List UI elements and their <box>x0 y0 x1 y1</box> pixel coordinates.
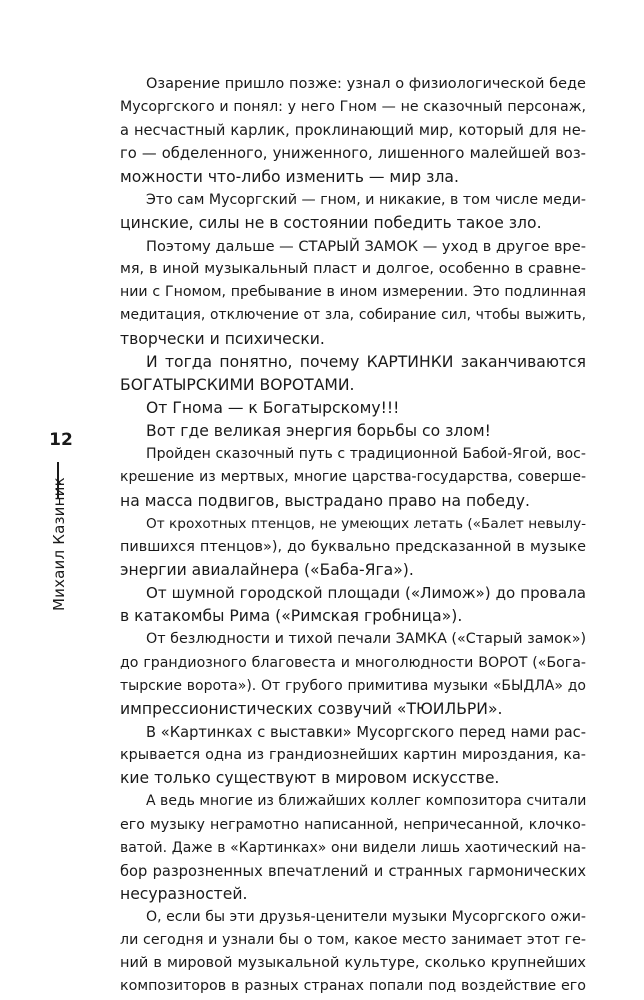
text-line: Пройден сказочный путь с традиционной Бабой-Ягой, вос- <box>146 446 586 463</box>
text-line: до грандиозного благовеста и многолюдности ВОРОТ («Бога- <box>120 654 586 671</box>
text-line: пившихся птенцов»), до буквально предсказанной в музыке <box>120 538 586 555</box>
text-line: ли сегодня и узнали бы о том, какое место занимает этот ге- <box>120 932 586 949</box>
text-line: От крохотных птенцов, не умеющих летать («Балет невылу- <box>146 515 587 532</box>
text-line: ватой. Даже в «Картинках» они видели лишь хаотический на- <box>120 839 586 856</box>
text-line: От Гнома — к Богатырскому!!! <box>146 398 400 417</box>
text-line: Поэтому дальше — СТАРЫЙ ЗАМОК — уход в другое вре- <box>146 237 586 255</box>
body-text <box>120 73 586 999</box>
text-line: крешение из мертвых, многие царства-государства, соверше- <box>120 469 586 486</box>
text-line: В «Картинках с выставки» Мусоргского перед нами рас- <box>146 723 586 741</box>
text-line: И тогда понятно, почему КАРТИНКИ заканчиваются <box>146 352 586 371</box>
text-line: энергии авиалайнера («Баба-Яга»). <box>120 560 414 579</box>
text-line: тырские ворота»). От грубого примитива музыки «БЫДЛА» до <box>120 677 586 694</box>
text-line: цинские, силы не в состоянии победить такое зло. <box>120 213 542 232</box>
text-line: крывается одна из грандиознейших картин мироздания, ка- <box>120 747 586 764</box>
text-line: нии с Гномом, пребывание в ином измерении. Это подлинная <box>120 284 586 301</box>
text-line: го — обделенного, униженного, лишенного малейшей воз- <box>120 145 586 163</box>
text-line: А ведь многие из ближайших коллег композитора считали <box>146 793 587 810</box>
text-line: медитация, отключение от зла, собирание сил, чтобы выжить, <box>120 307 586 324</box>
text-line: его музыку неграмотно написанной, непричесанной, клочко- <box>120 816 586 833</box>
text-line: О, если бы эти друзья-ценители музыки Мусоргского ожи- <box>146 909 586 926</box>
text-line: мя, в иной музыкальный пласт и долгое, особенно в сравне- <box>120 261 586 278</box>
text-line: импрессионистических созвучий «ТЮИЛЬРИ». <box>120 699 503 718</box>
text-line: Это сам Мусоргский — гном, и никакие, в том числе меди- <box>146 191 586 208</box>
text-line: От шумной городской площади («Лимож») до провала <box>146 584 586 603</box>
text-line: БОГАТЫРСКИМИ ВОРОТАМИ. <box>120 375 355 394</box>
text-line: творчески и психически. <box>120 329 325 348</box>
text-line: кие только существуют в мировом искусстве. <box>120 769 500 788</box>
text-line: ний в мировой музыкальной культуре, сколько крупнейших <box>120 955 586 972</box>
text-line: а несчастный карлик, проклинающий мир, который для не- <box>120 122 586 140</box>
text-line: Мусоргского и понял: у него Гном — не сказочный персонаж, <box>120 99 586 116</box>
text-line: От безлюдности и тихой печали ЗАМКА («Старый замок») <box>146 631 587 648</box>
text-line: Озарение пришло позже: узнал о физиологической беде <box>146 76 586 92</box>
author-running-head: Михаил Казиник <box>50 477 68 611</box>
text-line: бор разрозненных впечатлений и странных гармонических <box>120 862 586 880</box>
text-line: Вот где великая энергия борьбы со злом! <box>146 422 491 441</box>
page-number: 12 <box>49 430 73 450</box>
text-line: на масса подвигов, выстрадано право на победу. <box>120 491 530 510</box>
text-line: можности что-либо изменить — мир зла. <box>120 167 459 186</box>
text-line: композиторов в разных странах попали под воздействие его <box>120 978 586 995</box>
text-line: несуразностей. <box>120 884 248 903</box>
text-line: в катакомбы Рима («Римская гробница»). <box>120 607 463 626</box>
